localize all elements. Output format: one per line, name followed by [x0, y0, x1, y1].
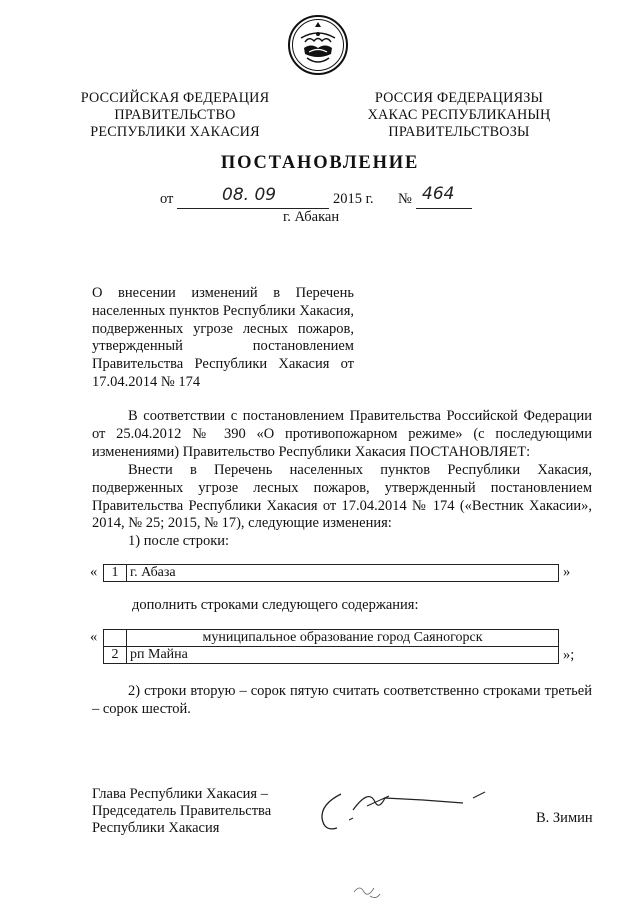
table-2-header: муниципальное образование город Саяногорск	[127, 630, 559, 647]
table-1-open-quote: «	[90, 564, 98, 580]
table-2-open-quote: «	[90, 629, 98, 645]
header-right	[345, 90, 573, 141]
subject-line: О внесении изменений в Перечень	[92, 285, 354, 301]
city: г. Абакан	[283, 209, 340, 225]
item-2-text: 2) строки вторую – сорок пятую считать соответственно строками третьей – сорок шестой.	[92, 683, 592, 717]
subject-line: 17.04.2014 № 174	[92, 373, 201, 390]
table-row	[104, 565, 559, 582]
table-2-empty-cell	[104, 630, 127, 647]
header-left-line: ПРАВИТЕЛЬСТВО	[114, 107, 236, 123]
signatory-line: Республики Хакасия	[92, 820, 220, 836]
paragraph-2-text: Внести в Перечень населенных пунктов Республики Хакасия, подверженных угрозе лесных пожаров, утвержденный постановлением Правительства Республики Хакасия от 17.04.2014 № 174 («Вестник Хакасии», 2014, № 25; 2015, № 17), следующие изменения:	[92, 462, 592, 532]
header-right-line: РОССИЯ ФЕДЕРАЦИЯЗЫ	[374, 90, 544, 106]
subject-line: утвержденный постановлением	[92, 338, 354, 355]
header-right-line: ПРАВИТЕЛЬСТВОЗЫ	[388, 124, 530, 140]
table-1	[103, 564, 559, 582]
add-rows-text: дополнить строками следующего содержания:	[132, 597, 419, 613]
date-number-line	[160, 184, 480, 211]
subject-block	[92, 285, 354, 392]
document-title: ПОСТАНОВЛЕНИЕ	[220, 153, 420, 173]
handwritten-number: 464	[422, 184, 455, 204]
signatory-title	[92, 786, 271, 837]
body-paragraph-2	[92, 462, 592, 533]
handwritten-date: 08. 09	[222, 185, 277, 205]
coat-of-arms-emblem	[287, 14, 349, 76]
header-left-line: РЕСПУБЛИКИ ХАКАСИЯ	[90, 124, 260, 140]
item-2	[92, 683, 592, 719]
number-underline	[416, 208, 472, 209]
table-2-name: рп Майна	[127, 647, 559, 664]
handwritten-signature	[313, 780, 493, 840]
item-1	[92, 533, 592, 551]
table-row	[104, 630, 559, 647]
header-right-line: ХАКАС РЕСПУБЛИКАНЫҢ	[367, 107, 551, 123]
table-1-num: 1	[104, 565, 127, 582]
stamp-mark	[350, 880, 390, 902]
table-row	[104, 647, 559, 664]
signatory-line: Председатель Правительства	[92, 803, 272, 819]
number-sign: №	[398, 191, 412, 207]
header-left	[75, 90, 275, 141]
header-left-line: РОССИЙСКАЯ ФЕДЕРАЦИЯ	[80, 90, 270, 106]
subject-line: подверженных угрозе лесных пожаров,	[92, 320, 354, 337]
table-1-name: г. Абаза	[127, 565, 559, 582]
table-2	[103, 629, 559, 664]
body-paragraph-1	[92, 408, 592, 461]
signatory-line: Глава Республики Хакасия –	[92, 786, 268, 802]
date-prefix: от	[160, 191, 174, 207]
subject-line: Правительства Республики Хакасия от	[92, 356, 354, 373]
table-2-close-quote: »;	[563, 647, 575, 663]
signatory-name: В. Зимин	[536, 810, 593, 826]
subject-line: населенных пунктов Республики Хакасия,	[92, 302, 354, 319]
year-label: 2015 г.	[333, 191, 374, 207]
item-1-text: 1) после строки:	[128, 533, 230, 549]
paragraph-1-text: В соответствии с постановлением Правительства Российской Федерации от 25.04.2012 № 390 «О противопожарном режиме» (с последующими изменениями) Правительство Республики Хакасия ПОСТАНОВЛЯЕТ:	[92, 408, 592, 460]
table-1-close-quote: »	[563, 564, 571, 580]
table-2-num: 2	[104, 647, 127, 664]
